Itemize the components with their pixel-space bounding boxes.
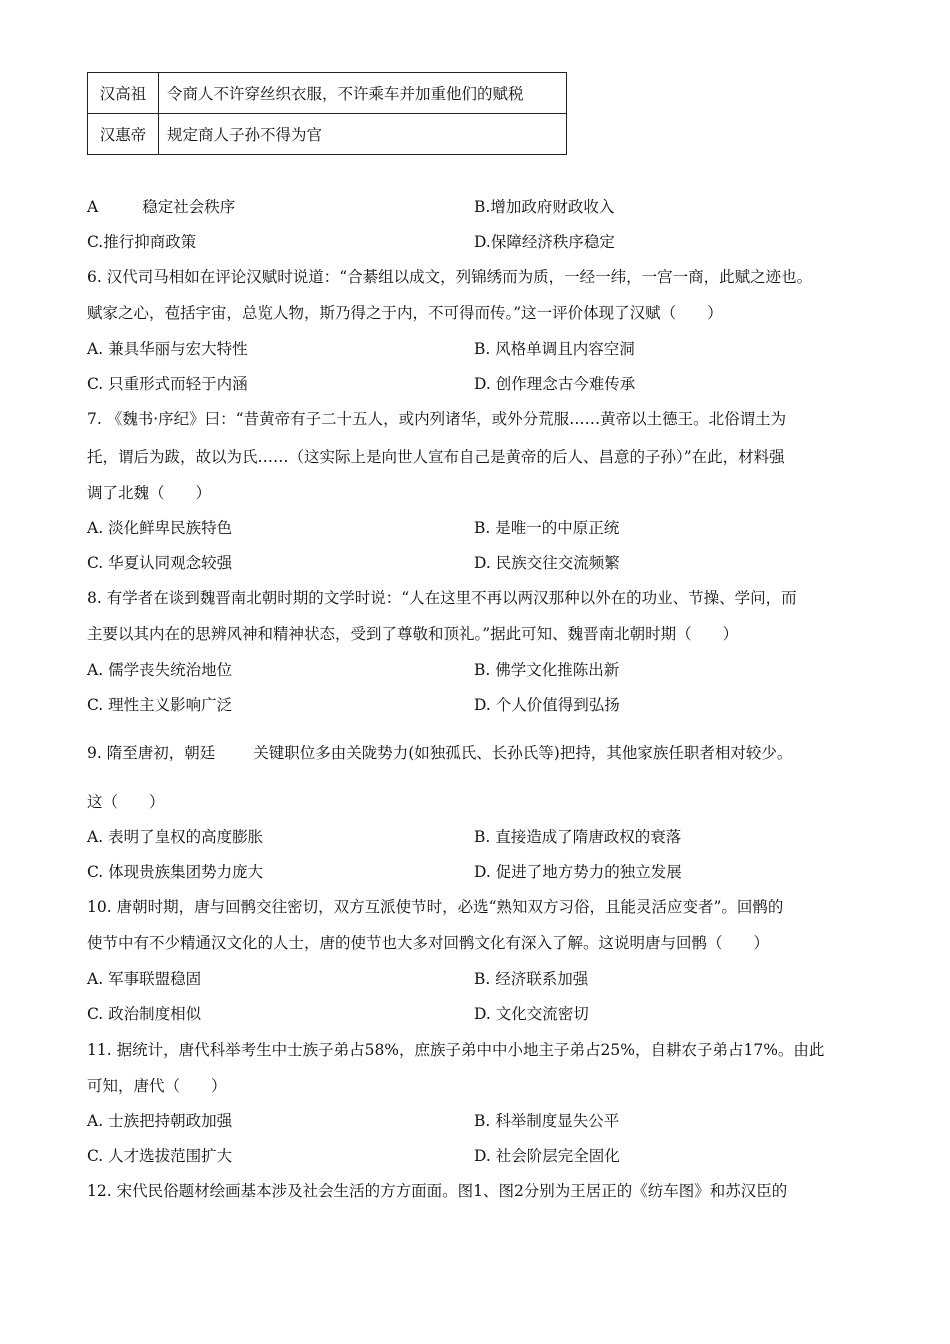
q6-option-c[interactable]: C. 只重形式而轻于内涵 [87, 375, 248, 393]
ruler-cell: 汉高祖 [88, 73, 159, 114]
q7-stem-line-2: 托，谓后为跋，故以为氏……（这实际上是向世人宣布自己是黄帝的后人、昌意的子孙）”在此，材料强 [87, 448, 785, 466]
q9-stem-line-1: 9. 隋至唐初，朝廷 关键职位多由关陇势力(如独孤氏、长孙氏等)把持，其他家族任职者相对较少。 [87, 744, 793, 762]
q5-option-c[interactable]: C.推行抑商政策 [87, 233, 197, 251]
q10-stem-line-1: 10. 唐朝时期，唐与回鹘交往密切，双方互派使节时，必选“熟知双方习俗，且能灵活应变者”。回鹘的 [87, 898, 784, 916]
q7-option-c[interactable]: C. 华夏认同观念较强 [87, 554, 233, 572]
q9-option-c[interactable]: C. 体现贵族集团势力庞大 [87, 863, 264, 881]
q12-stem-line-1: 12. 宋代民俗题材绘画基本涉及社会生活的方方面面。图1、图2分别为王居正的《纺车图》和苏汉臣的 [87, 1182, 788, 1200]
q11-stem-line-2: 可知，唐代（ ） [87, 1077, 227, 1095]
q11-option-c[interactable]: C. 人才选拔范围扩大 [87, 1147, 233, 1165]
q8-option-a[interactable]: A. 儒学丧失统治地位 [87, 661, 233, 679]
q10-option-c[interactable]: C. 政治制度相似 [87, 1005, 202, 1023]
q7-stem-line-3: 调了北魏（ ） [87, 484, 212, 502]
q8-option-d[interactable]: D. 个人价值得到弘扬 [474, 696, 620, 714]
edict-table [87, 72, 567, 155]
q11-stem-line-1: 11. 据统计，唐代科举考生中士族子弟占58%，庶族子弟中中小地主子弟占25%，自耕农子弟占17%。由此 [87, 1041, 825, 1059]
q7-option-d[interactable]: D. 民族交往交流频繁 [474, 554, 620, 572]
ruler-cell: 汉惠帝 [88, 114, 159, 155]
q10-option-a[interactable]: A. 军事联盟稳固 [87, 970, 202, 988]
q6-stem-line-1: 6. 汉代司马相如在评论汉赋时说道：“合綦组以成文，列锦绣而为质，一经一纬，一宫一商，此赋之迹也。 [87, 268, 813, 286]
q9-option-a[interactable]: A. 表明了皇权的高度膨胀 [87, 828, 264, 846]
q10-option-b[interactable]: B. 经济联系加强 [474, 970, 589, 988]
q6-option-d[interactable]: D. 创作理念古今难传承 [474, 375, 636, 393]
q6-stem-line-2: 赋家之心，苞括宇宙，总览人物，斯乃得之于内，不可得而传。”这一评价体现了汉赋（ ） [87, 304, 723, 322]
q9-option-d[interactable]: D. 促进了地方势力的独立发展 [474, 863, 682, 881]
q11-option-a[interactable]: A. 士族把持朝政加强 [87, 1112, 233, 1130]
q10-option-d[interactable]: D. 文化交流密切 [474, 1005, 589, 1023]
q8-stem-line-1: 8. 有学者在谈到魏晋南北朝时期的文学时说：“人在这里不再以两汉那种以外在的功业、节操、学问，而 [87, 589, 797, 607]
q8-option-b[interactable]: B. 佛学文化推陈出新 [474, 661, 620, 679]
q7-option-a[interactable]: A. 淡化鲜卑民族特色 [87, 519, 233, 537]
table-row [88, 73, 567, 114]
q5-option-a[interactable]: A 稳定社会秩序 [87, 198, 236, 216]
q10-stem-line-2: 使节中有不少精通汉文化的人士，唐的使节也大多对回鹘文化有深入了解。这说明唐与回鹘（ ） [87, 934, 770, 952]
q8-stem-line-2: 主要以其内在的思辨风神和精神状态，受到了尊敬和顶礼。”据此可知、魏晋南北朝时期（ ） [87, 625, 739, 643]
q7-option-b[interactable]: B. 是唯一的中原正统 [474, 519, 620, 537]
q8-option-c[interactable]: C. 理性主义影响广泛 [87, 696, 233, 714]
policy-cell: 规定商人子孙不得为官 [159, 114, 567, 155]
q7-stem-line-1: 7. 《魏书·序纪》曰：“昔黄帝有子二十五人，或内列诸华，或外分荒服……黄帝以土德王。北俗谓土为 [87, 410, 787, 428]
q9-stem-line-2: 这（ ） [87, 793, 165, 811]
table-row [88, 114, 567, 155]
q6-option-b[interactable]: B. 风格单调且内容空洞 [474, 340, 635, 358]
q11-option-b[interactable]: B. 科举制度显失公平 [474, 1112, 620, 1130]
q11-option-d[interactable]: D. 社会阶层完全固化 [474, 1147, 620, 1165]
q6-option-a[interactable]: A. 兼具华丽与宏大特性 [87, 340, 248, 358]
q5-option-b[interactable]: B.增加政府财政收入 [474, 198, 615, 216]
q5-option-d[interactable]: D.保障经济秩序稳定 [474, 233, 615, 251]
q9-option-b[interactable]: B. 直接造成了隋唐政权的衰落 [474, 828, 682, 846]
policy-cell: 令商人不许穿丝织衣服，不许乘车并加重他们的赋税 [159, 73, 567, 114]
